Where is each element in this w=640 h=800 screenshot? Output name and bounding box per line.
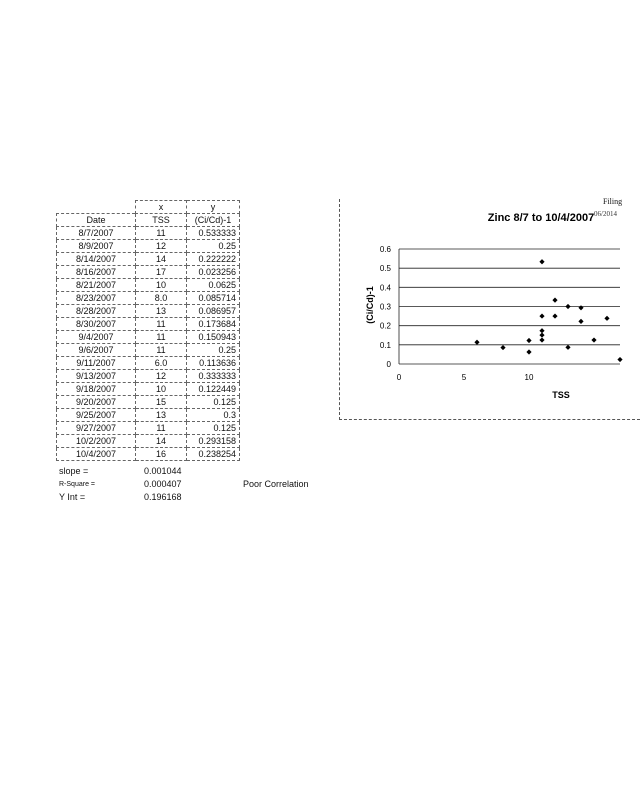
ratio-cell: 0.125 [187, 396, 240, 409]
tss-cell: 6.0 [136, 357, 187, 370]
ratio-cell: 0.085714 [187, 292, 240, 305]
ratio-cell: 0.113636 [187, 357, 240, 370]
ratio-cell: 0.122449 [187, 383, 240, 396]
zinc-scatter-chart [339, 197, 623, 419]
tss-column-header: TSS [136, 214, 187, 227]
ratio-cell: 0.25 [187, 344, 240, 357]
table-row [57, 292, 240, 305]
tss-cell: 15 [136, 396, 187, 409]
xy-header-row [57, 201, 240, 214]
x-tick-label: 10 [524, 373, 534, 382]
date-cell: 9/11/2007 [57, 357, 136, 370]
tss-cell: 10 [136, 383, 187, 396]
tss-cell: 10 [136, 279, 187, 292]
y-axis-label: (Ci/Cd)-1 [365, 286, 375, 324]
x-tick-label: 0 [396, 373, 402, 382]
ratio-cell: 0.3 [187, 409, 240, 422]
table-row [57, 318, 240, 331]
data-point [552, 298, 557, 303]
y-tick-label: 0.6 [379, 245, 391, 254]
ratio-cell: 0.25 [187, 240, 240, 253]
ratio-cell: 0.238254 [187, 448, 240, 461]
y-tick-label: 0.3 [379, 302, 391, 312]
table-row [57, 266, 240, 279]
rsquare-label: R-Square = [59, 481, 95, 488]
date-cell: 8/7/2007 [57, 227, 136, 240]
ratio-cell: 0.293158 [187, 435, 240, 448]
tss-cell: 11 [136, 331, 187, 344]
table-row [57, 409, 240, 422]
data-point [539, 259, 544, 264]
data-table [56, 200, 240, 461]
data-point [565, 304, 570, 309]
ratio-cell: 0.086957 [187, 305, 240, 318]
date-cell: 9/27/2007 [57, 422, 136, 435]
ratio-cell: 0.222222 [187, 253, 240, 266]
tss-cell: 11 [136, 227, 187, 240]
data-point [565, 345, 570, 350]
date-cell: 8/23/2007 [57, 292, 136, 305]
date-cell: 8/14/2007 [57, 253, 136, 266]
filing-stamp-date: 06/2014 [594, 210, 617, 218]
date-cell: 9/25/2007 [57, 409, 136, 422]
x-header: x [136, 201, 187, 214]
date-cell: 8/21/2007 [57, 279, 136, 292]
tss-cell: 12 [136, 370, 187, 383]
data-point [578, 319, 583, 324]
table-row [57, 370, 240, 383]
ratio-cell: 0.173684 [187, 318, 240, 331]
table-row [57, 279, 240, 292]
table-row [57, 357, 240, 370]
table-row [57, 331, 240, 344]
tss-cell: 12 [136, 240, 187, 253]
y-header: y [187, 201, 240, 214]
y-tick-label: 0.4 [379, 283, 391, 293]
table-row [57, 253, 240, 266]
chart-title: Zinc 8/7 to 10/4/2007 [487, 212, 595, 224]
data-point [591, 337, 596, 342]
correlation-note: Poor Correlation [243, 479, 309, 489]
rsquare-value: 0.000407 [144, 479, 182, 489]
ratio-cell: 0.333333 [187, 370, 240, 383]
table-row [57, 396, 240, 409]
tss-cell: 13 [136, 305, 187, 318]
tss-cell: 16 [136, 448, 187, 461]
data-point [578, 305, 583, 310]
tss-cell: 8.0 [136, 292, 187, 305]
y-tick-label: 0.5 [379, 264, 391, 274]
data-point [500, 345, 505, 350]
date-cell: 9/18/2007 [57, 383, 136, 396]
column-header-row [57, 214, 240, 227]
x-axis-label: TSS [552, 390, 570, 400]
data-point [526, 349, 531, 354]
yint-label: Y Int = [59, 492, 86, 502]
yint-value: 0.196168 [144, 492, 182, 502]
data-table-container [56, 200, 240, 461]
data-point [552, 313, 557, 318]
tss-cell: 13 [136, 409, 187, 422]
ratio-cell: 0.0625 [187, 279, 240, 292]
tss-cell: 11 [136, 344, 187, 357]
table-row [57, 435, 240, 448]
data-point [539, 313, 544, 318]
date-cell: 10/2/2007 [57, 435, 136, 448]
ratio-cell: 0.533333 [187, 227, 240, 240]
ratio-column-header: (Ci/Cd)-1 [187, 214, 240, 227]
data-point [539, 332, 544, 337]
y-tick-label: 0.1 [379, 340, 391, 350]
data-point [526, 338, 531, 343]
date-cell: 8/30/2007 [57, 318, 136, 331]
table-row [57, 305, 240, 318]
data-point [539, 337, 544, 342]
table-row [57, 448, 240, 461]
date-cell: 9/13/2007 [57, 370, 136, 383]
slope-value: 0.001044 [144, 466, 182, 476]
table-row [57, 344, 240, 357]
table-row [57, 383, 240, 396]
x-tick-label: 5 [461, 373, 467, 382]
date-cell: 9/20/2007 [57, 396, 136, 409]
tss-cell: 14 [136, 435, 187, 448]
tss-cell: 17 [136, 266, 187, 279]
table-row [57, 227, 240, 240]
tss-cell: 11 [136, 422, 187, 435]
data-point [474, 340, 479, 345]
slope-label: slope = [59, 466, 89, 476]
date-cell: 9/6/2007 [57, 344, 136, 357]
ratio-cell: 0.125 [187, 422, 240, 435]
ratio-cell: 0.023256 [187, 266, 240, 279]
ratio-cell: 0.150943 [187, 331, 240, 344]
date-column-header: Date [57, 214, 136, 227]
y-tick-label: 0.2 [379, 321, 391, 331]
table-row [57, 240, 240, 253]
y-tick-label: 0 [386, 360, 391, 369]
data-point [604, 316, 609, 321]
date-cell: 9/4/2007 [57, 331, 136, 344]
date-cell: 8/28/2007 [57, 305, 136, 318]
table-row [57, 422, 240, 435]
tss-cell: 14 [136, 253, 187, 266]
tss-cell: 11 [136, 318, 187, 331]
date-cell: 8/9/2007 [57, 240, 136, 253]
filing-stamp: Filing [603, 197, 623, 206]
date-cell: 10/4/2007 [57, 448, 136, 461]
date-cell: 8/16/2007 [57, 266, 136, 279]
